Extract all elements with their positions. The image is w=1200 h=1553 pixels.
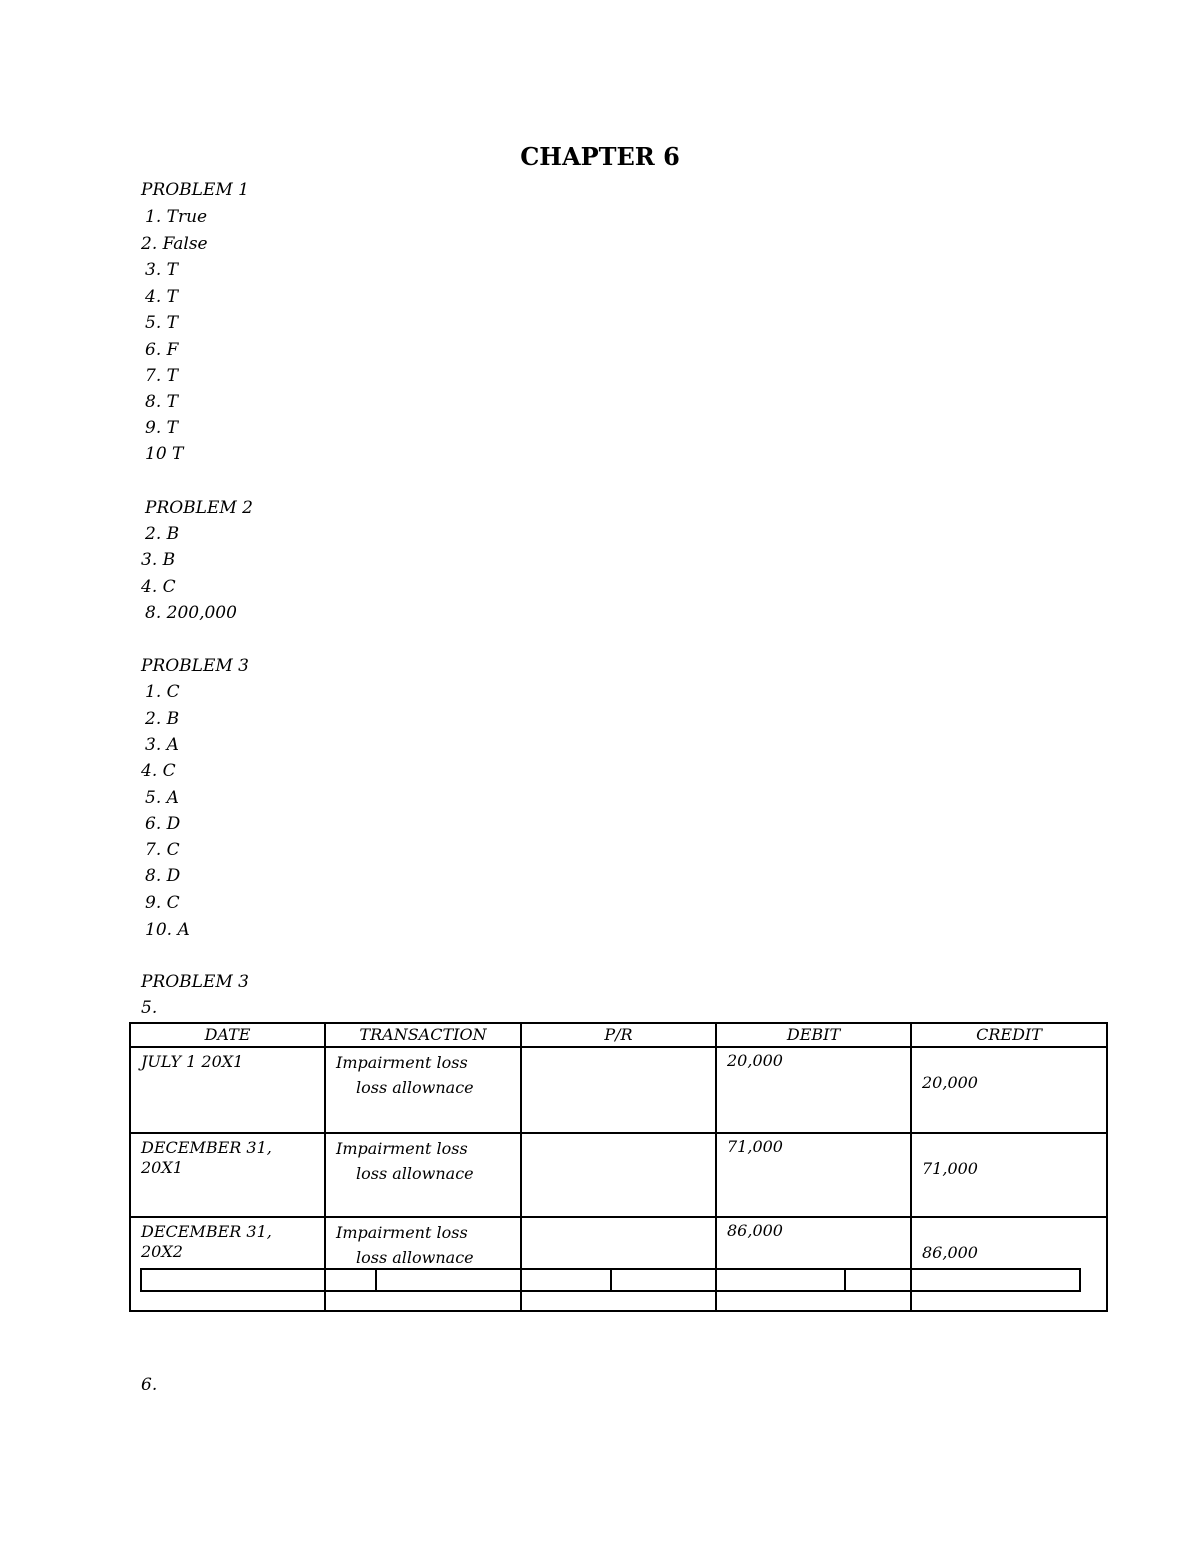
problem1-item: 6. F <box>145 340 179 360</box>
problem1-item: 3. T <box>145 260 178 280</box>
problem3-item: 8. D <box>145 866 181 886</box>
empty-cell <box>845 1269 1080 1291</box>
credit-account: loss allownace <box>356 1078 474 1097</box>
problem2-item: 3. B <box>141 550 176 570</box>
problem3-item: 9. C <box>145 893 180 913</box>
cell-debit: 20,000 <box>716 1047 911 1133</box>
debit-account: Impairment loss <box>336 1223 468 1242</box>
column-header-debit: DEBIT <box>716 1023 911 1047</box>
problem3-item: 2. B <box>145 709 180 729</box>
problem3-item: 7. C <box>145 840 180 860</box>
cell-transaction <box>325 1133 521 1217</box>
cell-date: DECEMBER 31, 20X1 <box>130 1133 325 1217</box>
problem3b-item-6: 6. <box>141 1375 158 1395</box>
problem3b-item-5: 5. <box>141 998 158 1018</box>
problem2-heading: PROBLEM 2 <box>145 498 253 518</box>
cell-date: JULY 1 20X1 <box>130 1047 325 1133</box>
cell-pr <box>521 1047 716 1133</box>
problem3b-heading: PROBLEM 3 <box>141 972 249 992</box>
empty-table <box>140 1268 1081 1292</box>
empty-cell <box>611 1269 846 1291</box>
credit-account: loss allownace <box>356 1248 474 1267</box>
cell-credit: 86,000 <box>911 1217 1107 1311</box>
problem3-item: 6. D <box>145 814 181 834</box>
problem1-item: 2. False <box>141 234 208 254</box>
table-row <box>141 1269 1080 1291</box>
problem3-item: 10. A <box>145 920 190 940</box>
problem3-item: 4. C <box>141 761 176 781</box>
column-header-date: DATE <box>130 1023 325 1047</box>
table-row <box>130 1133 1107 1217</box>
problem2-item: 8. 200,000 <box>145 603 237 623</box>
credit-account: loss allownace <box>356 1164 474 1183</box>
table-row <box>130 1047 1107 1133</box>
cell-credit: 71,000 <box>911 1133 1107 1217</box>
cell-debit: 86,000 <box>716 1217 911 1311</box>
debit-account: Impairment loss <box>336 1139 468 1158</box>
problem1-item: 4. T <box>145 287 178 307</box>
problem1-item: 1. True <box>145 207 208 227</box>
cell-transaction <box>325 1047 521 1133</box>
column-header-transaction: TRANSACTION <box>325 1023 521 1047</box>
problem2-item: 4. C <box>141 577 176 597</box>
problem1-item: 9. T <box>145 418 178 438</box>
problem3-item: 3. A <box>145 735 179 755</box>
cell-pr <box>521 1133 716 1217</box>
cell-date: DECEMBER 31, 20X2 <box>130 1217 325 1311</box>
table-row <box>130 1217 1107 1311</box>
problem1-item: 10 T <box>145 444 184 464</box>
problem1-item: 7. T <box>145 366 178 386</box>
problem3-item: 1. C <box>145 682 180 702</box>
column-header-pr: P/R <box>521 1023 716 1047</box>
page-title: CHAPTER 6 <box>520 142 680 171</box>
problem3-heading: PROBLEM 3 <box>141 656 249 676</box>
cell-credit: 20,000 <box>911 1047 1107 1133</box>
problem2-item: 2. B <box>145 524 180 544</box>
empty-cell <box>141 1269 376 1291</box>
problem1-heading: PROBLEM 1 <box>141 180 249 200</box>
column-header-credit: CREDIT <box>911 1023 1107 1047</box>
cell-transaction <box>325 1217 521 1311</box>
cell-pr <box>521 1217 716 1311</box>
problem3-item: 5. A <box>145 788 179 808</box>
problem1-item: 8. T <box>145 392 178 412</box>
problem1-item: 5. T <box>145 313 178 333</box>
empty-cell <box>376 1269 611 1291</box>
cell-debit: 71,000 <box>716 1133 911 1217</box>
debit-account: Impairment loss <box>336 1053 468 1072</box>
